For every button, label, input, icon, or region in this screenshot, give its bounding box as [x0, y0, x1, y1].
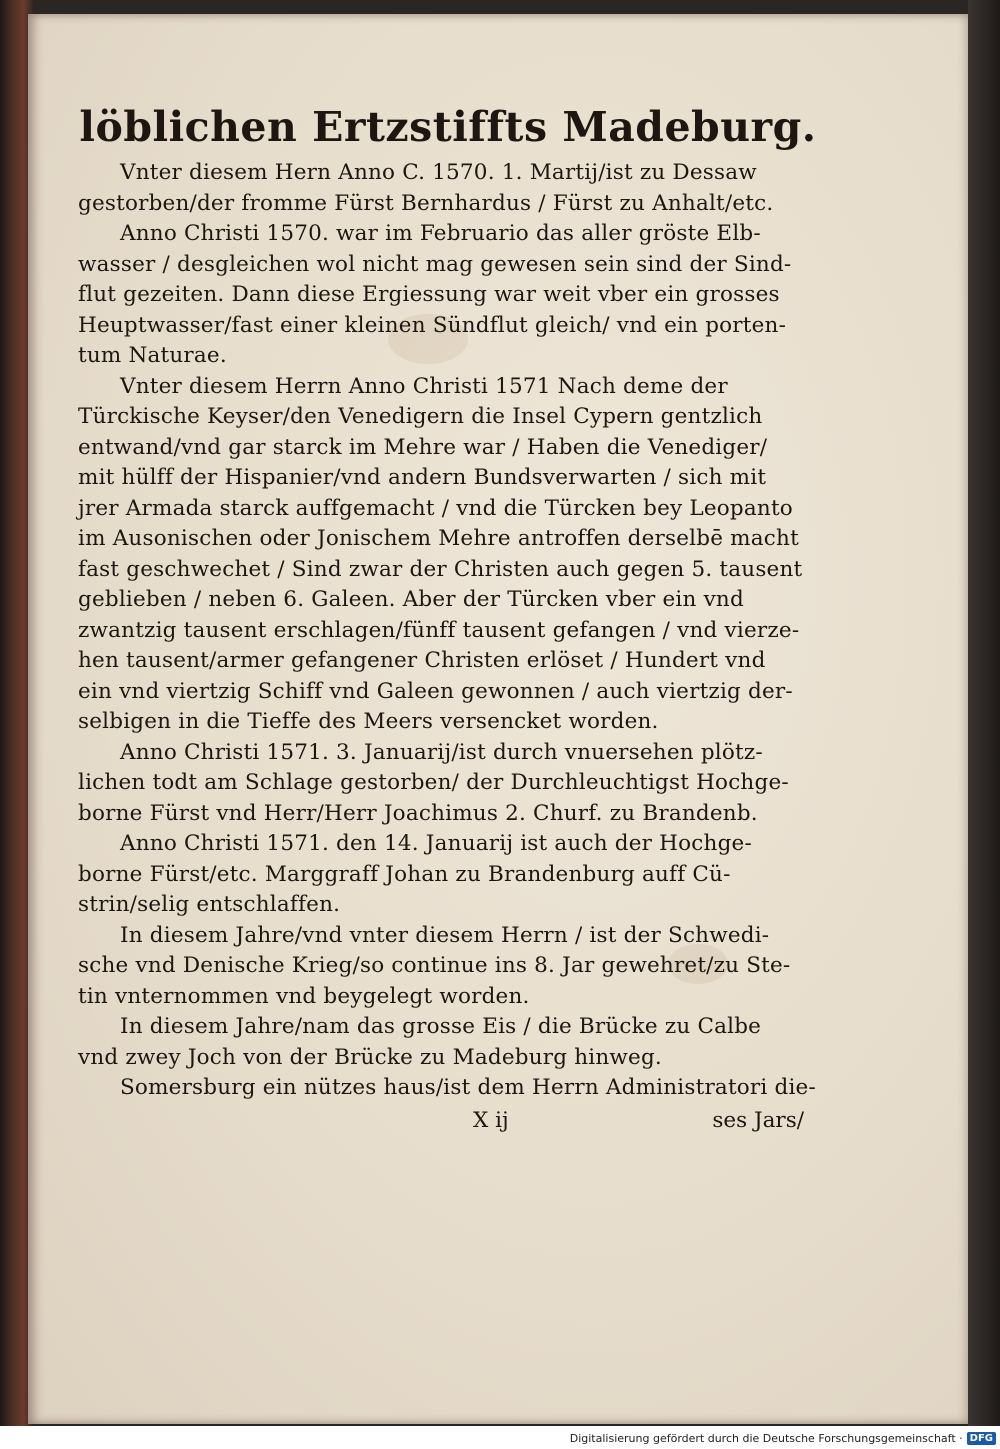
- paragraph: [78, 921, 818, 1013]
- text-line: Türckische Keyser/den Venedigern die Insel Cypern gentzlich: [78, 404, 763, 429]
- text-line: strin/selig entschlaffen.: [78, 892, 341, 917]
- catchword: ses Jars/: [712, 1107, 804, 1133]
- text-line: wasser / desgleichen wol nicht mag gewesen sein sind der Sind-: [78, 251, 792, 277]
- page-footer: [78, 1106, 818, 1142]
- text-line: borne Fürst vnd Herr/Herr Joachimus 2. Churf. zu Brandenb.: [78, 800, 758, 826]
- credit-text: Digitalisierung gefördert durch die Deutsche Forschungsgemeinschaft ·: [569, 1431, 963, 1445]
- text-line: borne Fürst/etc. Marggraff Johan zu Brandenburg auff Cü-: [78, 861, 731, 887]
- text-line: tin vnternommen vnd beygelegt worden.: [78, 983, 530, 1009]
- digitization-credit: [570, 1428, 996, 1448]
- text-block: [78, 98, 818, 1142]
- running-head: löblichen Ertzstiffts Madeburg.: [79, 103, 817, 151]
- text-line: geblieben / neben 6. Galeen. Aber der Türcken vber ein vnd: [78, 587, 744, 612]
- paragraph: [78, 1073, 818, 1104]
- text-line: Anno Christi 1571. 3. Januarij/ist durch vnuersehen plötz-: [120, 739, 763, 765]
- text-line: sche vnd Denische Krieg/so continue ins 8. Jar gewehret/zu Ste-: [78, 953, 791, 978]
- paragraph: [78, 372, 818, 738]
- text-line: entwand/vnd gar starck im Mehre war / Haben die Venediger/: [78, 434, 768, 460]
- text-line: Vnter diesem Hern Anno C. 1570. 1. Martij/ist zu Dessaw: [120, 160, 757, 185]
- text-line: In diesem Jahre/vnd vnter diesem Herrn / ist der Schwedi-: [120, 922, 770, 948]
- text-line: tum Naturae.: [78, 343, 227, 368]
- text-line: Anno Christi 1571. den 14. Januarij ist auch der Hochge-: [120, 831, 752, 856]
- text-line: Anno Christi 1570. war im Februario das aller gröste Elb-: [120, 221, 761, 246]
- paragraph: [78, 1012, 818, 1073]
- paragraph: [78, 738, 818, 830]
- text-line: ein vnd viertzig Schiff vnd Galeen gewonnen / auch viertzig der-: [78, 678, 793, 704]
- signature-mark: X ij: [473, 1107, 509, 1133]
- body-text: [78, 158, 818, 1104]
- text-line: jrer Armada starck auffgemacht / vnd die Türcken bey Leopanto: [78, 495, 793, 521]
- dfg-logo: DFG: [967, 1432, 996, 1445]
- text-line: fast geschwechet / Sind zwar der Christen auch gegen 5. tausent: [78, 556, 803, 582]
- text-line: flut gezeiten. Dann diese Ergiessung war weit vber ein grosses: [78, 282, 780, 307]
- paragraph: [78, 219, 818, 372]
- text-line: lichen todt am Schlage gestorben/ der Durchleuchtigst Hochge-: [78, 770, 789, 795]
- text-line: Vnter diesem Herrn Anno Christi 1571 Nach deme der: [120, 373, 728, 399]
- text-line: Somersburg ein nützes haus/ist dem Herrn Administratori die-: [120, 1075, 816, 1100]
- page-edge: [968, 0, 1000, 1426]
- paragraph: [78, 158, 818, 219]
- text-line: gestorben/der fromme Fürst Bernhardus / Fürst zu Anhalt/etc.: [78, 190, 774, 216]
- text-line: im Ausonischen oder Jonischem Mehre antroffen derselbē macht: [78, 526, 799, 551]
- text-line: vnd zwey Joch von der Brücke zu Madeburg hinweg.: [78, 1044, 662, 1070]
- text-line: zwantzig tausent erschlagen/fünff tausent gefangen / vnd vierze-: [78, 617, 800, 643]
- text-line: In diesem Jahre/nam das grosse Eis / die Brücke zu Calbe: [120, 1014, 762, 1039]
- text-line: selbigen in die Tieffe des Meers versencket worden.: [78, 709, 659, 734]
- text-line: Heuptwasser/fast einer kleinen Sündflut gleich/ vnd ein porten-: [78, 312, 787, 338]
- text-line: mit hülff der Hispanier/vnd andern Bundsverwarten / sich mit: [78, 465, 767, 490]
- text-line: hen tausent/armer gefangener Christen erlöset / Hundert vnd: [78, 648, 766, 673]
- paragraph: [78, 829, 818, 921]
